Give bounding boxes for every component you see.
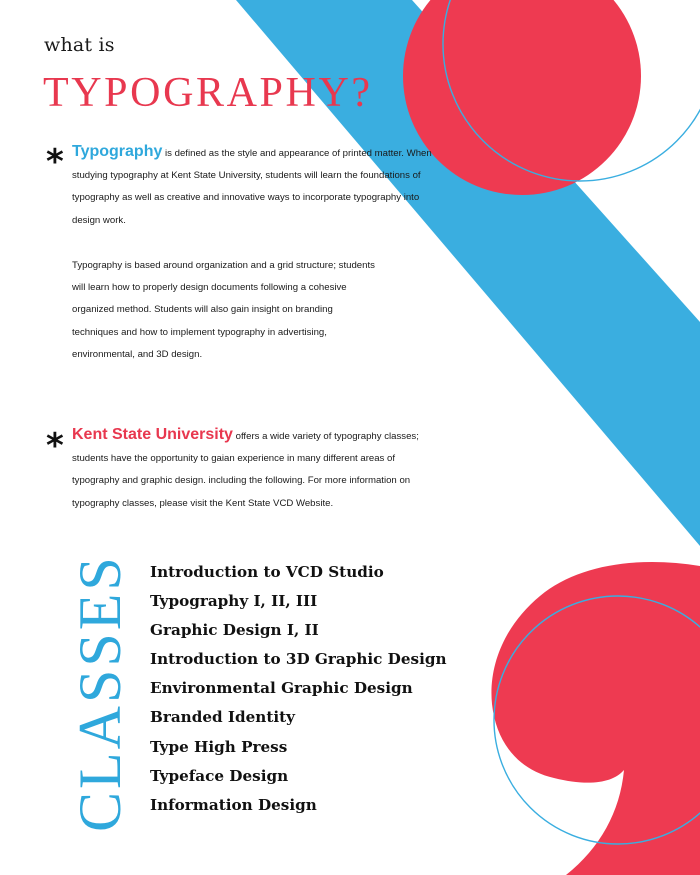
intro-text: is defined as the style and appearance of printed matter. When studying typography at Kent State University, students will learn the foundations of typography as well as creative and innovative ways to incorporate typography into design work.: [72, 148, 432, 226]
comma-shape-red: [491, 562, 700, 875]
class-item: Information Design: [150, 795, 317, 814]
asterisk-icon: *: [46, 142, 64, 182]
intro-lead: Typography: [72, 143, 163, 160]
kicker-text: what is: [44, 34, 115, 56]
structure-paragraph: Typography is based around organization and a grid structure; students will learn how to properly design documents following a cohesive organized method. Students will also gain insight on branding techniques and how to implement typography in advertising, environmental, and 3D design.: [72, 260, 375, 360]
class-item: Typeface Design: [150, 766, 289, 785]
class-item: Typography I, II, III: [150, 592, 318, 611]
class-item: Environmental Graphic Design: [150, 679, 413, 698]
class-item: Introduction to VCD Studio: [150, 563, 384, 581]
kent-text: offers a wide variety of typography classes; students have the opportunity to gaian experience in many different areas of typography and graphic design. including the following. For more information on typography classes, please visit the Kent State VCD Website.: [72, 431, 419, 509]
page-title: TYPOGRAPHY?: [43, 70, 373, 116]
class-item: Branded Identity: [150, 708, 295, 727]
kent-lead: Kent State University: [72, 426, 233, 443]
kent-paragraph: [72, 424, 432, 515]
class-item: Type High Press: [150, 737, 288, 756]
asterisk-icon: *: [46, 426, 64, 466]
classes-heading: CLASSES: [67, 554, 133, 832]
class-list: [150, 558, 447, 820]
intro-paragraph: [72, 141, 442, 232]
class-item: Graphic Design I, II: [150, 621, 319, 640]
class-item: Introduction to 3D Graphic Design: [150, 650, 447, 669]
